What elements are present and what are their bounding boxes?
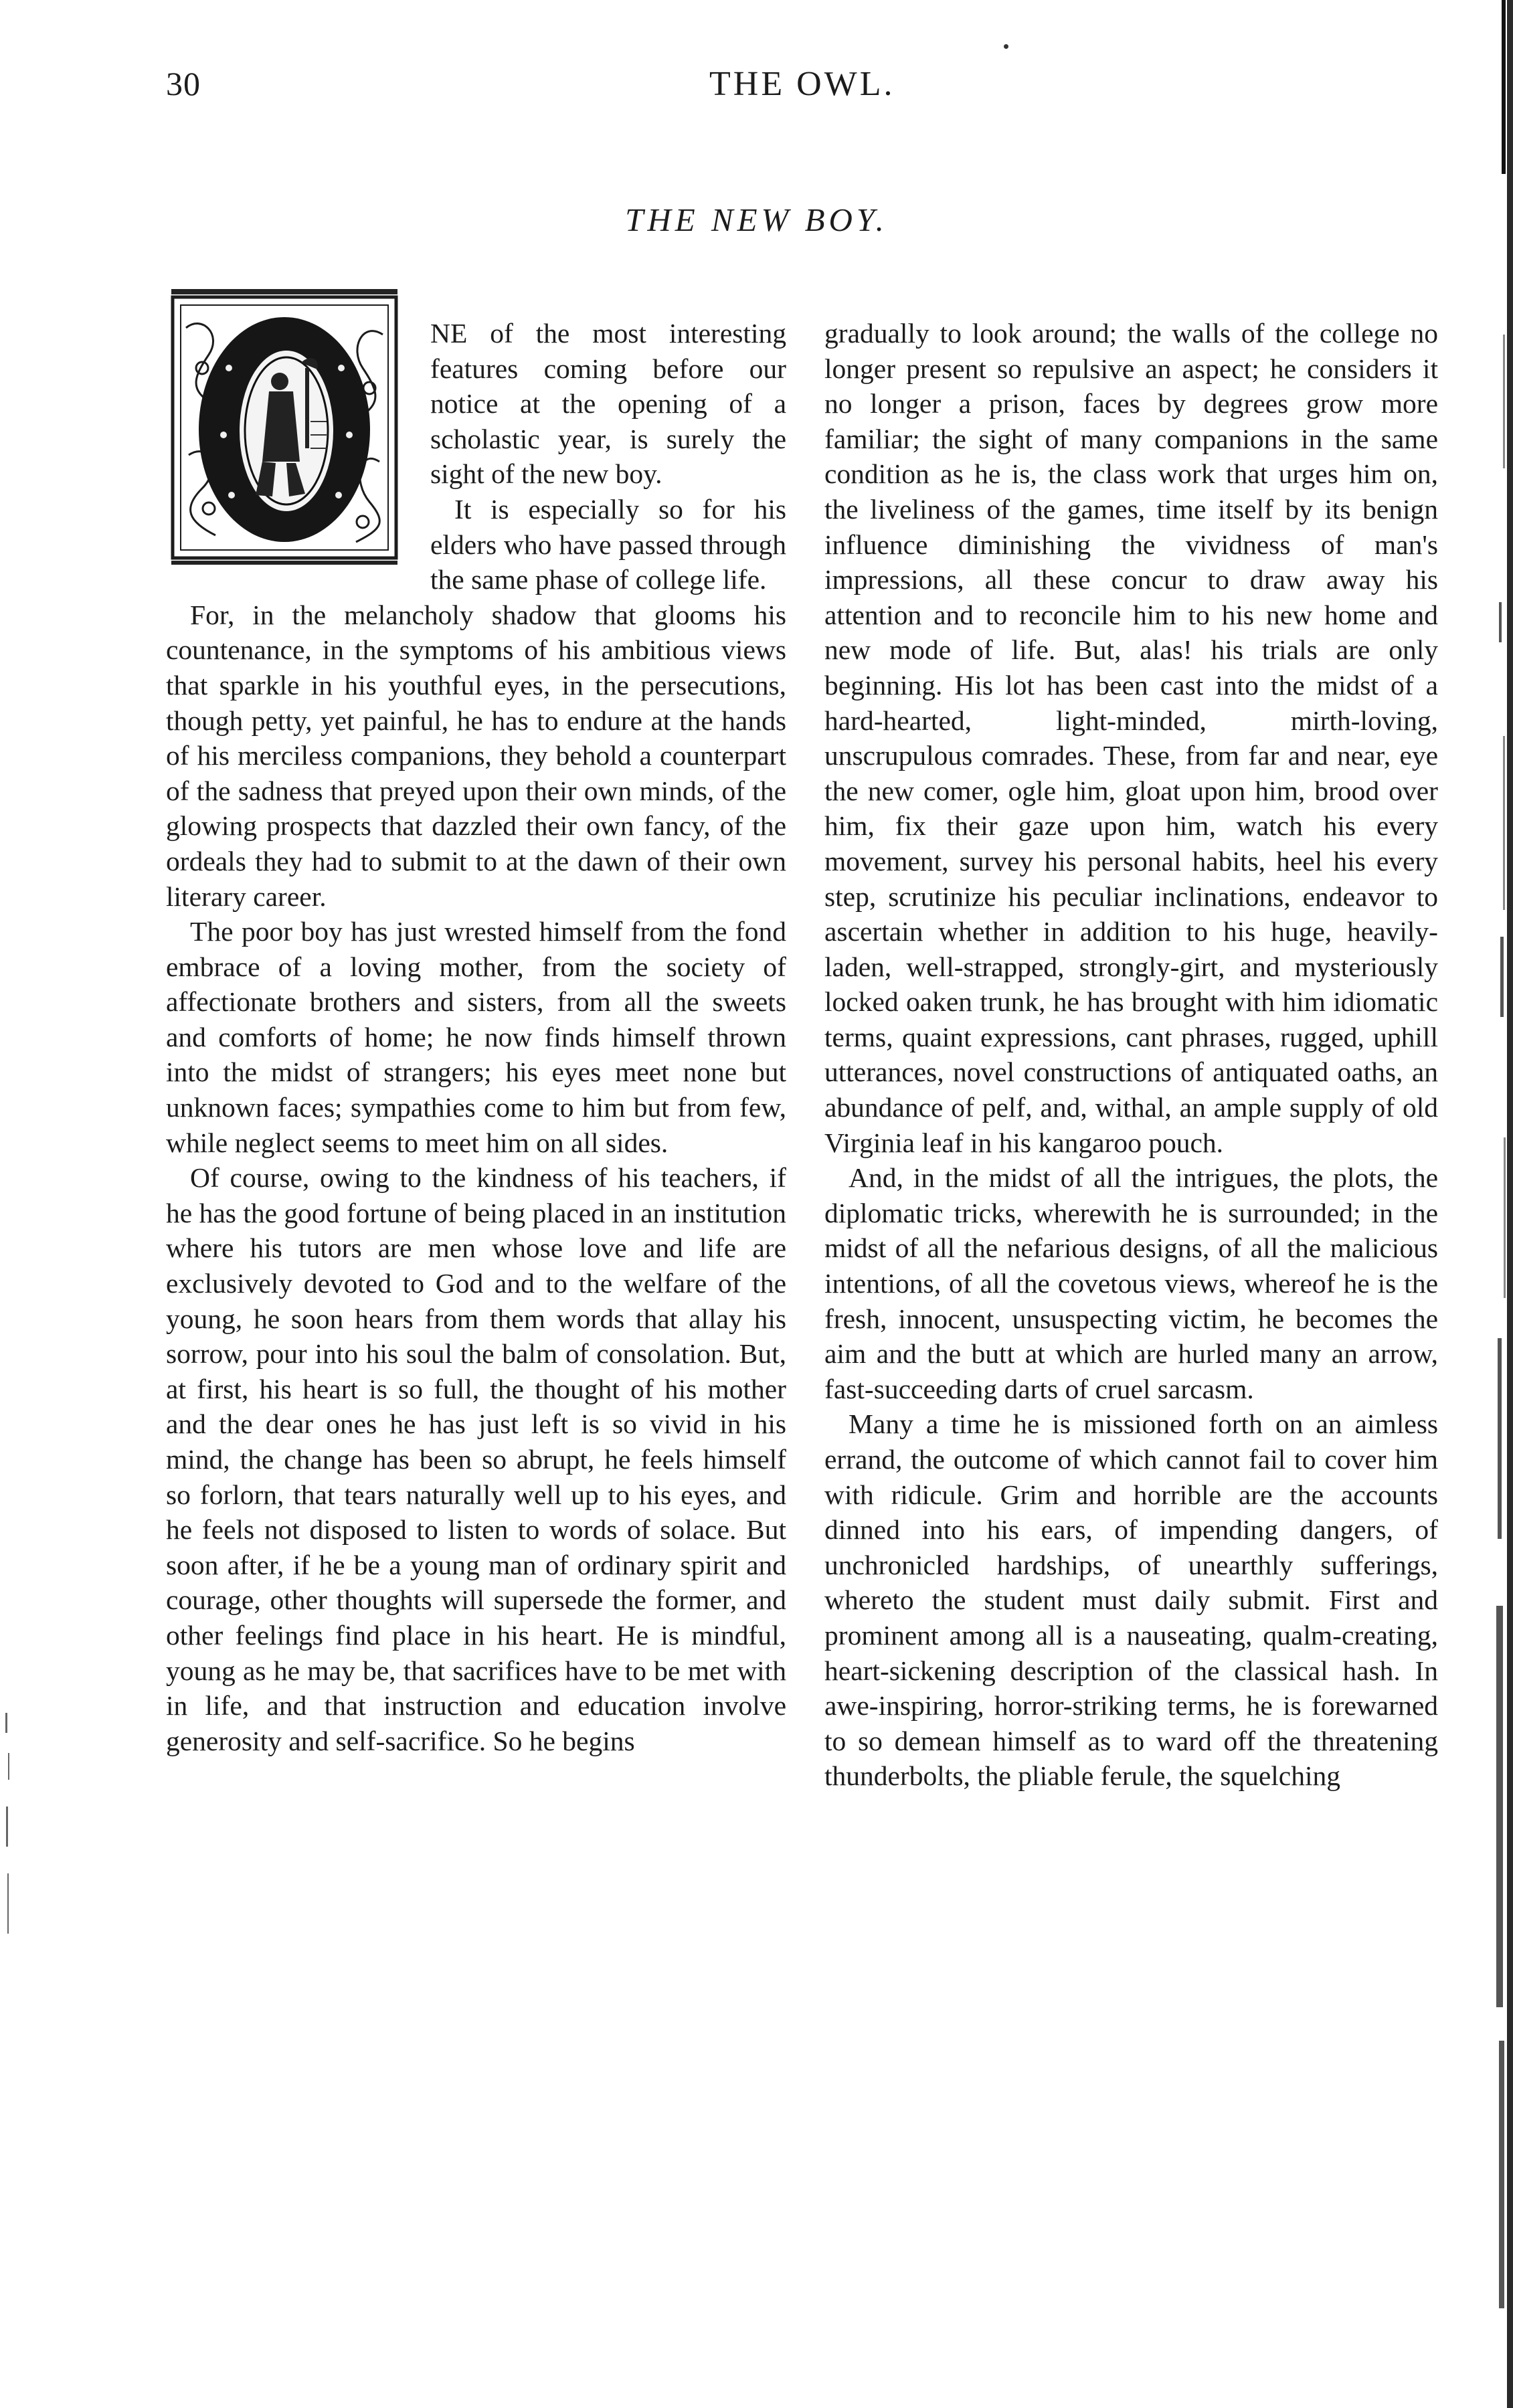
margin-specks xyxy=(0,1706,16,1960)
paragraph: And, in the midst of all the intrigues, the plots, the diplomatic tricks, wherewith he is surrounded; in the midst of all the nefarious designs, of all the malicious intentions, of all the covetous views, whereof he is the fresh, innocent, unsuspecting victim, he becomes the aim and the butt at which are hurled many an arrow, fast-succeeding darts of cruel sarcasm. xyxy=(824,1162,1438,1404)
ink-speck xyxy=(1004,44,1008,49)
paragraph: It is especially so for his elders who have passed through the same phase of college life. xyxy=(430,493,786,595)
left-column xyxy=(166,316,786,1758)
right-column xyxy=(824,316,1438,1794)
paragraph: Of course, owing to the kindness of his teachers, if he has the good fortune of being placed in an institution where his tutors are men whose love and life are exclusively devoted to God and to the welfare of the young, he soon hears from them words that allay his sorrow, pour into his soul the balm of consolation. But, at first, his heart is so full, the thought of his mother and the dear ones he has just left is so vivid in his mind, the change has been so abrupt, he feels himself so forlorn, that tears naturally well up to his eyes, and he feels not disposed to listen to words of solace. But soon after, if he be a young man of ordinary spirit and courage, other thoughts will supersede the former, and other feelings find place in his heart. He is mindful, young as he may be, that sacrifices have to be met with in life, and that instruction and education involve generosity and self-sacrifice. So he begins xyxy=(166,1162,786,1756)
ornamental-initial-o xyxy=(162,288,405,567)
article-title: THE NEW BOY. xyxy=(625,201,888,238)
running-head: THE OWL. xyxy=(709,65,895,103)
page-edge-scan-artifact xyxy=(1484,0,1513,2408)
paragraph: Many a time he is missioned forth on an aimless errand, the outcome of which cannot fail to cover him with ridicule. Grim and horrible are the accounts dinned into his ears, of impending dangers, of unchronicled hardships, of unearthly sufferings, whereto the student must daily submit. First and prominent among all is a nauseating, qualm-creating, heart-sickening description of the classical hash. In awe-inspiring, horror-striking terms, he is forewarned to so demean himself as to ward off the threatening thunderbolts, the pliable ferule, the squelching xyxy=(824,1408,1438,1792)
paragraph: gradually to look around; the walls of the college no longer present so repulsive an aspect; he considers it no longer a prison, faces by degrees grow more familiar; the sight of many companions in the same condition as he is, the class work that urges him on, the liveliness of the games, time itself by its benign influence diminishing the vividness of man's impressions, all these concur to draw away his attention and to reconcile him to his new home and new mode of life. But, alas! his trials are only beginning. His lot has been cast into the midst of a hard-hearted, light-minded, mirth-loving, unscrupulous comrades. These, from far and near, eye the new comer, ogle him, gloat upon him, brood over him, fix their gaze upon him, watch his every movement, survey his personal habits, heel his every step, scrutinize his peculiar inclinations, endeavor to ascertain whether in addition to his huge, heavily-laden, well-strapped, strongly-girt, and mysteriously locked oaken trunk, he has brought with him idiomatic terms, quaint expressions, cant phrases, rugged, uphill utterances, novel constructions of antiquated oaths, an abundance of pelf, and, withal, an ample supply of old Virginia leaf in his kangaroo pouch. xyxy=(824,318,1438,1158)
paragraph: The poor boy has just wrested himself from the fond embrace of a loving mother, from the society of affectionate brothers and sisters, from all the sweets and comforts of home; he now finds himself thrown into the midst of strangers; his eyes meet none but unknown faces; sympathies come to him but from few, while neglect seems to meet him on all sides. xyxy=(166,916,786,1158)
paragraph: For, in the melancholy shadow that glooms his countenance, in the symptoms of his ambitious views that sparkle in his youthful eyes, in the persecutions, though petty, yet painful, he has to endure at the hands of his merciless companions, they behold a counterpart of the sadness that preyed upon their own minds, of the glowing prospects that dazzled their own fancy, of the ordeals they had to submit to at the dawn of their own literary career. xyxy=(166,599,786,912)
paragraph: NE of the most interesting features coming before our notice at the opening of a scholastic year, is surely the sight of the new boy. xyxy=(430,318,786,490)
page-number: 30 xyxy=(166,65,201,102)
